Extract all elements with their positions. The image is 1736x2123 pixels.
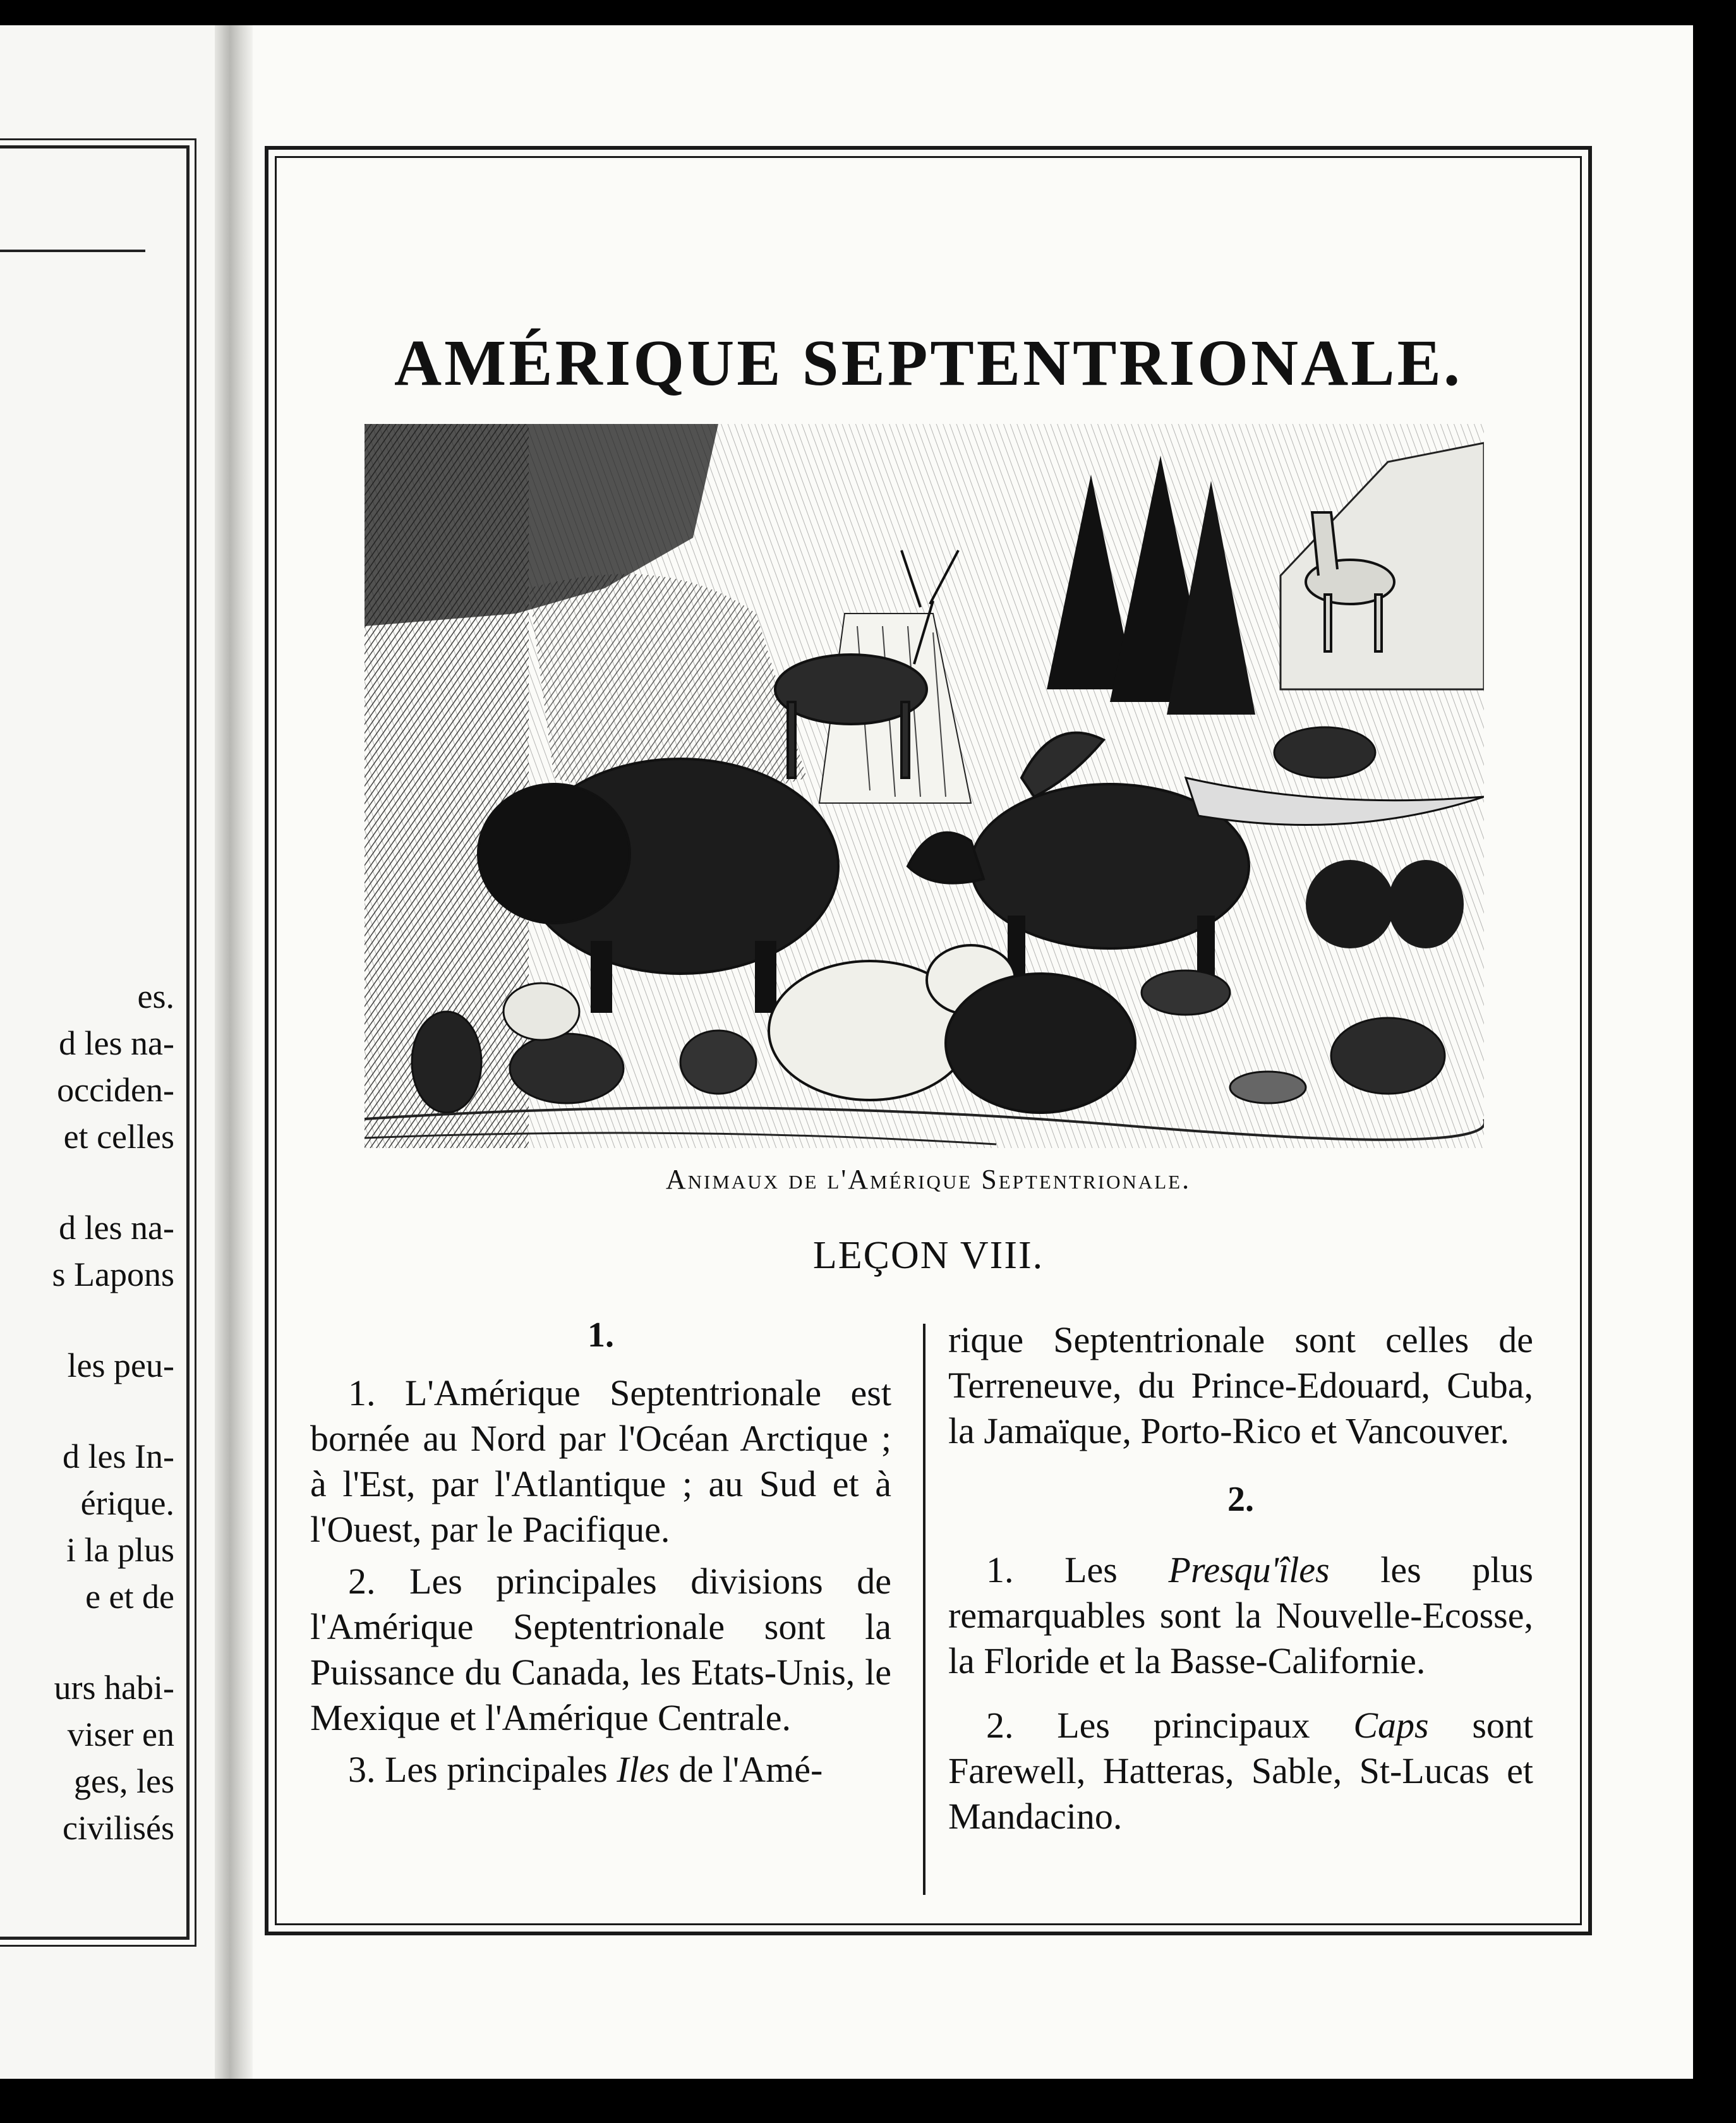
left-column	[310, 1312, 891, 1793]
section-number-1: 1.	[588, 1316, 614, 1355]
left-page-line: occiden-	[57, 1071, 174, 1109]
left-page-line: es.	[137, 977, 174, 1015]
left-page-line: s Lapons	[52, 1255, 174, 1293]
capes-term: Caps	[1353, 1705, 1429, 1746]
left-page-line: et celles	[63, 1118, 174, 1156]
illustration-caption: Animaux de l'Amérique Septentrionale.	[665, 1164, 1191, 1195]
left-page-line: viser en	[67, 1715, 174, 1753]
left-page-rule	[0, 250, 145, 252]
section-number-2: 2.	[1227, 1480, 1254, 1519]
peninsulas-term: Presqu'îles	[1168, 1549, 1330, 1590]
left-page-line: e et de	[85, 1578, 174, 1616]
paragraph-divisions: 2. Les principales divisions de l'Amérique Septentrionale sont la Puissance du Canada, les Etats-Unis, le Mexique et l'Amérique Centrale.	[310, 1561, 891, 1738]
left-page-line: i la plus	[66, 1531, 174, 1569]
left-page-line	[0, 1389, 174, 1433]
left-page-line: érique.	[80, 1484, 174, 1522]
left-page-line: d les na-	[59, 1024, 174, 1062]
left-page-line	[0, 1298, 174, 1342]
right-column	[948, 1317, 1533, 1839]
paragraph-capes: 2. Les principaux Caps sont Farewell, Hatteras, Sable, St-Lucas et Mandacino.	[948, 1705, 1534, 1837]
book-spine	[215, 25, 253, 2079]
left-page-line: les peu-	[67, 1346, 174, 1384]
left-page-line: urs habi-	[54, 1669, 174, 1707]
page-title: AMÉRIQUE SEPTENTRIONALE.	[394, 327, 1462, 399]
paragraph-islands-start: 3. Les principales Iles de l'Amé-	[348, 1749, 823, 1790]
left-page-line	[0, 1620, 174, 1664]
paragraph-islands-end: rique Septentrionale sont celles de Terreneuve, du Prince-Edouard, Cuba, la Jamaïque, Porto-Rico et Vancouver.	[948, 1319, 1533, 1451]
animals-engraving	[365, 424, 1484, 1148]
paragraph-peninsulas: 1. Les Presqu'îles les plus remarquables sont la Nouvelle-Ecosse, la Floride et la Basse-Californie.	[948, 1549, 1533, 1681]
column-divider	[923, 1324, 925, 1895]
islands-term: Iles	[617, 1749, 670, 1790]
left-page-line: civilisés	[63, 1809, 174, 1847]
left-page-line: ges, les	[74, 1762, 174, 1800]
left-page-text	[0, 973, 174, 1851]
page-frame	[265, 146, 1592, 1935]
left-page-line: d les na-	[59, 1209, 174, 1247]
left-page	[0, 25, 235, 2079]
paragraph-borders: 1. L'Amérique Septentrionale est bornée au Nord par l'Océan Arctique ; à l'Est, par l'Atlantique ; au Sud et à l'Ouest, par le Pacifique.	[310, 1372, 891, 1550]
left-page-line: d les In-	[63, 1437, 174, 1475]
left-page-line	[0, 1160, 174, 1204]
lesson-heading: LEÇON VIII.	[812, 1234, 1044, 1277]
